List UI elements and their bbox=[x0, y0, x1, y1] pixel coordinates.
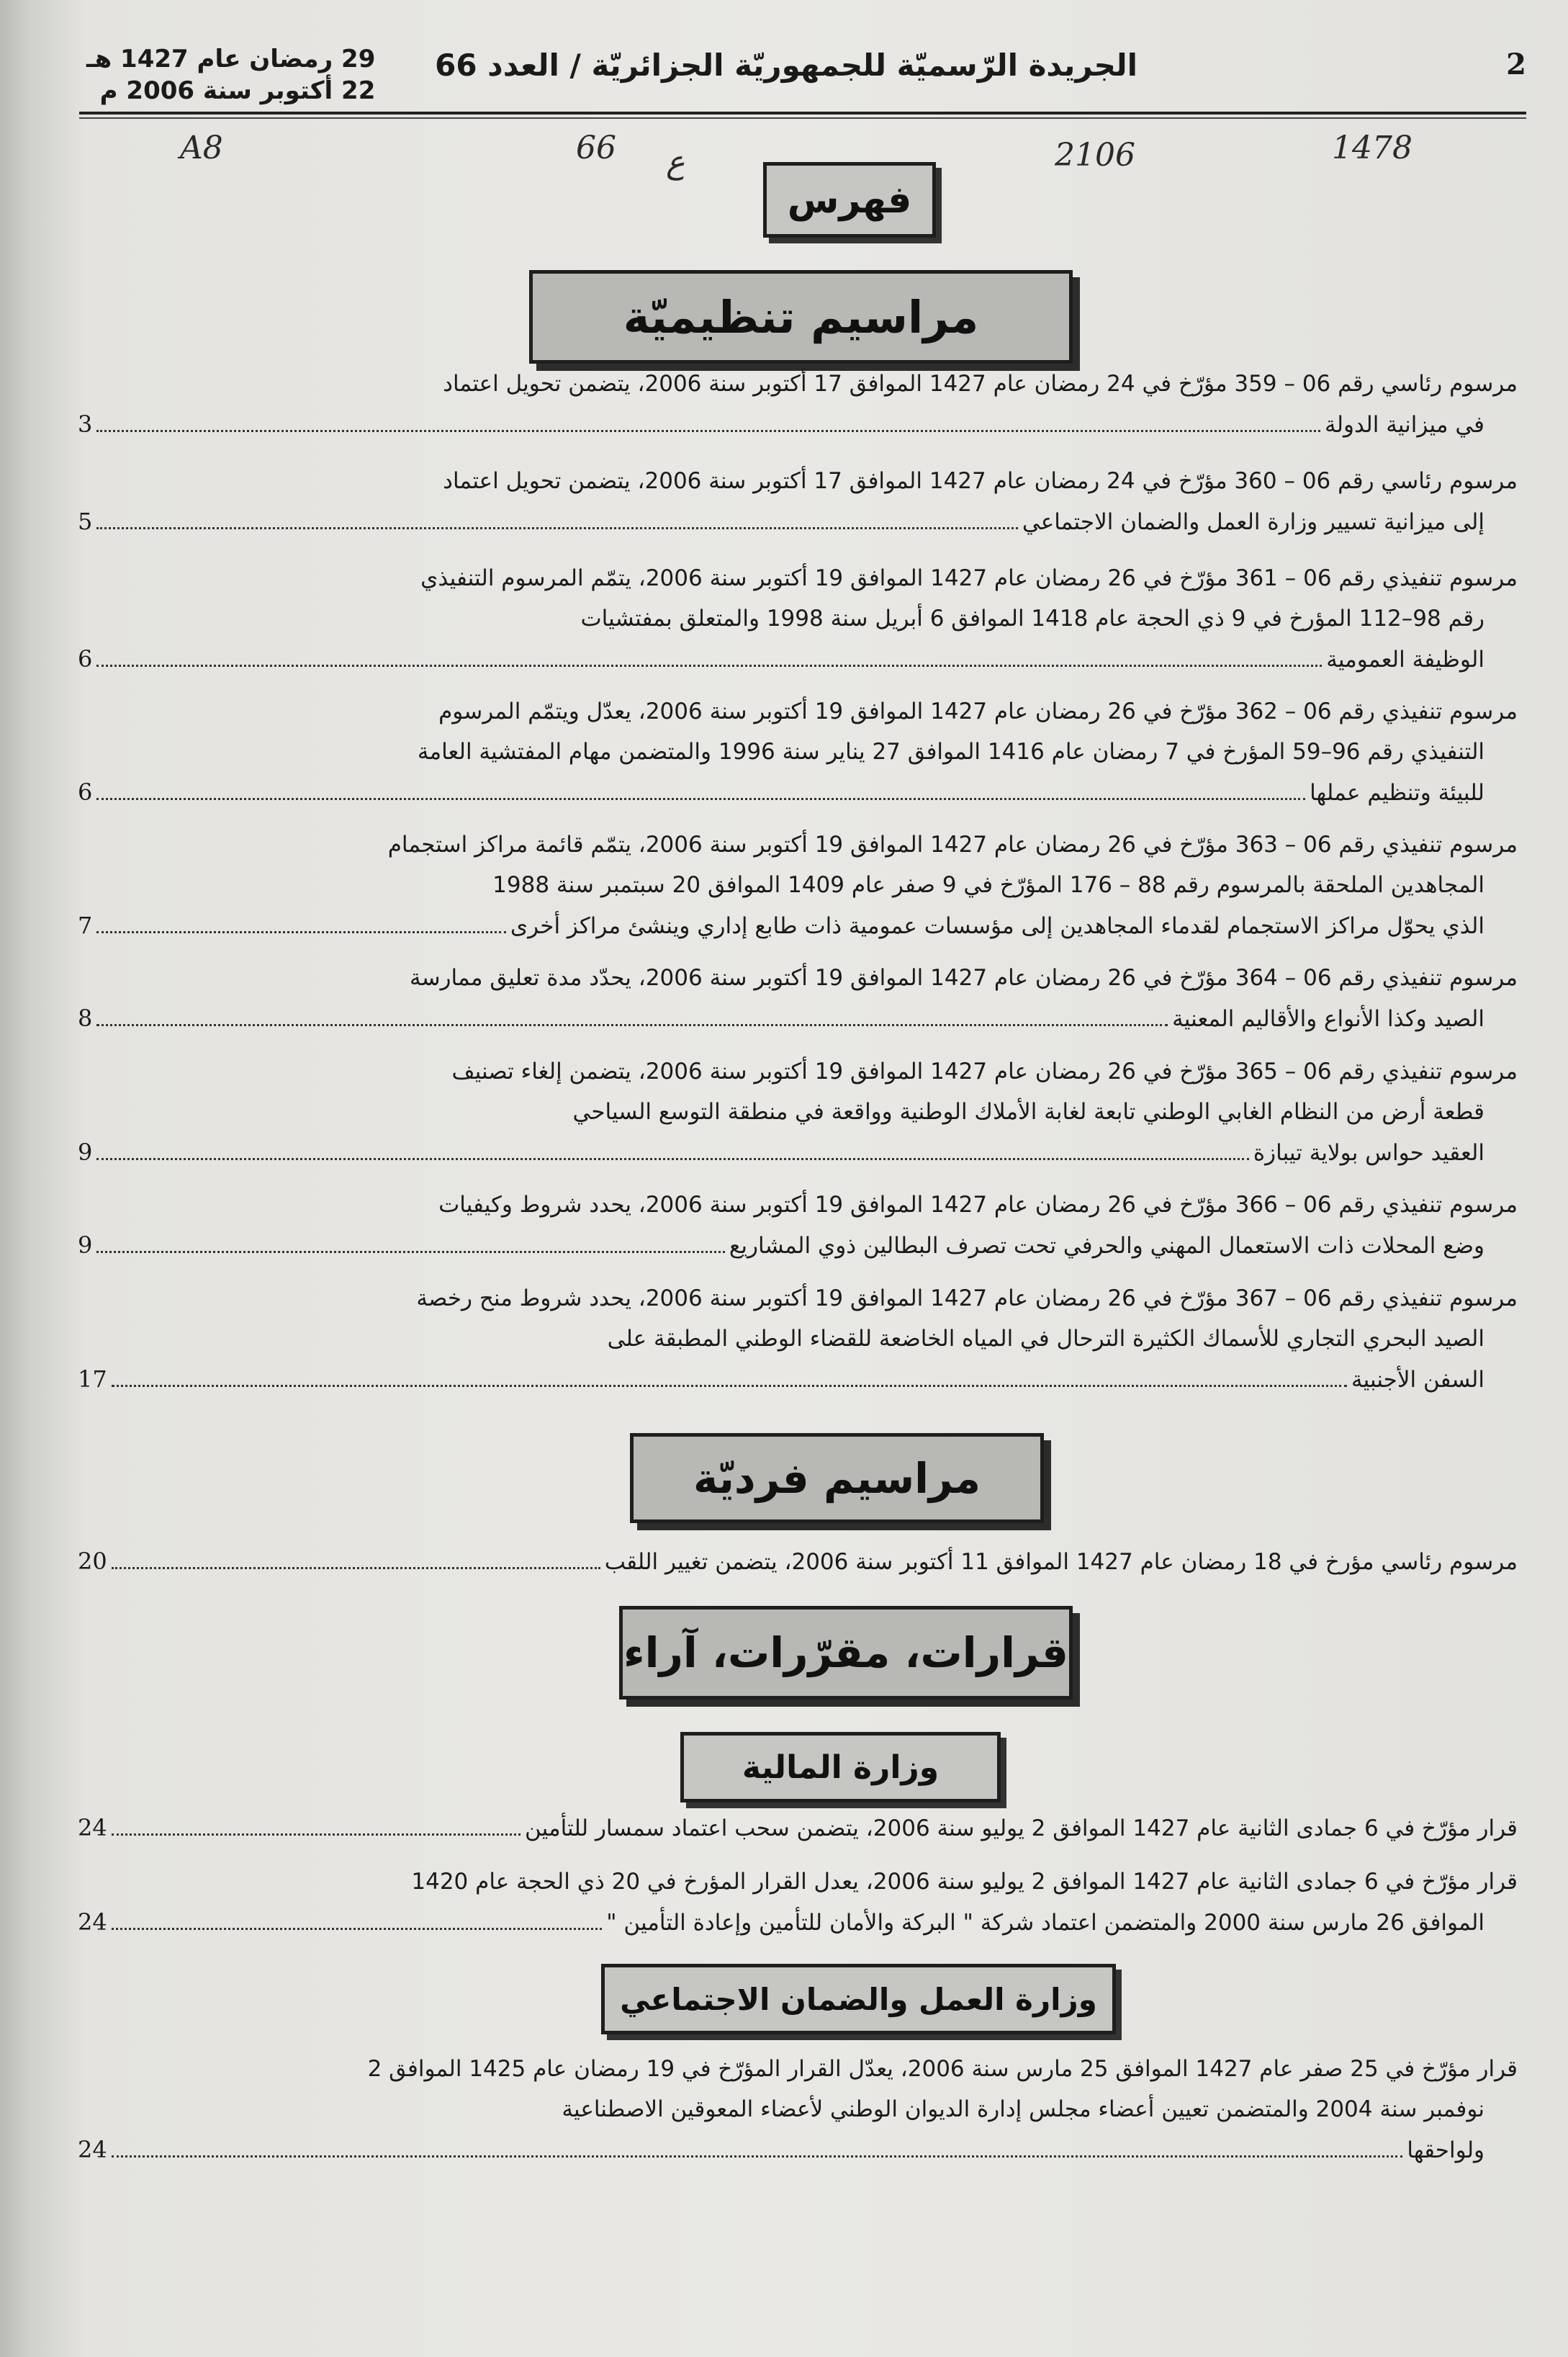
section-title-regulatory-decrees: مراسيم تنظيميّة bbox=[529, 270, 1073, 364]
toc-entry bbox=[78, 1541, 1518, 1582]
dot-leader bbox=[112, 1928, 603, 1930]
toc-entry-line: نوفمبر سنة 2004 والمتضمن تعيين أعضاء مجلس إدارة الديوان الوطني لأعضاء المعوقين الاصطناعية bbox=[562, 2096, 1484, 2122]
dot-leader bbox=[96, 1251, 725, 1253]
date-hijri: 29 رمضان عام 1427 هـ bbox=[86, 45, 376, 73]
toc-page-number: 3 bbox=[78, 410, 93, 438]
dot-leader bbox=[112, 2155, 1403, 2158]
toc-page-number: 20 bbox=[78, 1548, 107, 1575]
toc-entry bbox=[78, 1808, 1518, 1849]
toc-entry-line: مرسوم تنفيذي رقم 06 – 363 مؤرّخ في 26 رمضان عام 1427 الموافق 19 أكتوبر سنة 2006، يتمّم قائمة مراكز استجمام bbox=[387, 832, 1518, 858]
section-title-index: فهرس bbox=[763, 162, 936, 238]
dot-leader bbox=[96, 665, 1322, 667]
handwritten-note: 2106 bbox=[1055, 137, 1135, 174]
toc-entry-line: الصيد وكذا الأنواع والأقاليم المعنية bbox=[1172, 1006, 1484, 1032]
toc-entry-line: مرسوم رئاسي مؤرخ في 18 رمضان عام 1427 الموافق 11 أكتوبر سنة 2006، يتضمن تغيير اللقب bbox=[604, 1549, 1518, 1575]
toc-entry-line: السفن الأجنبية bbox=[1351, 1367, 1484, 1393]
journal-title: الجريدة الرّسميّة للجمهوريّة الجزائريّة / العدد 66 bbox=[435, 48, 1137, 83]
toc-entry-line: العقيد حواس بولاية تيبازة bbox=[1253, 1140, 1484, 1166]
toc-page-number: 24 bbox=[78, 2136, 107, 2163]
section-title-decisions: قرارات، مقرّرات، آراء bbox=[619, 1606, 1073, 1700]
toc-entry-line: قرار مؤرّخ في 6 جمادى الثانية عام 1427 الموافق 2 يوليو سنة 2006، يعدل القرار المؤرخ في 20 ذي الحجة عام 1420 bbox=[411, 1869, 1518, 1895]
toc-entry-line: إلى ميزانية تسيير وزارة العمل والضمان الاجتماعي bbox=[1022, 509, 1484, 535]
toc-page-number: 8 bbox=[78, 1005, 93, 1032]
toc-entry-line: مرسوم تنفيذي رقم 06 – 366 مؤرّخ في 26 رمضان عام 1427 الموافق 19 أكتوبر سنة 2006، يحدد شروط وكيفيات bbox=[438, 1192, 1518, 1218]
toc-entry bbox=[78, 1278, 1518, 1400]
toc-entry-line: مرسوم رئاسي رقم 06 – 360 مؤرّخ في 24 رمضان عام 1427 الموافق 17 أكتوبر سنة 2006، يتضمن تحويل اعتماد bbox=[443, 468, 1518, 494]
dot-leader bbox=[112, 1385, 1347, 1387]
dot-leader bbox=[112, 1833, 521, 1836]
header-rule-thin bbox=[79, 117, 1526, 119]
toc-page-number: 9 bbox=[78, 1231, 93, 1259]
toc-entry bbox=[78, 2049, 1518, 2170]
toc-entry-line: الوظيفة العمومية bbox=[1326, 647, 1484, 673]
dot-leader bbox=[96, 1024, 1168, 1026]
toc-page-number: 9 bbox=[78, 1139, 93, 1166]
toc-entry bbox=[78, 364, 1518, 445]
dot-leader bbox=[96, 798, 1305, 800]
toc-entry bbox=[78, 1185, 1518, 1266]
toc-entry-line: للبيئة وتنظيم عملها bbox=[1310, 780, 1484, 806]
section-title-ministry-labor: وزارة العمل والضمان الاجتماعي bbox=[601, 1964, 1116, 2034]
dot-leader bbox=[96, 1158, 1249, 1160]
date-gregorian: 22 أكتوبر سنة 2006 م bbox=[99, 76, 376, 105]
section-title-individual-decrees: مراسيم فرديّة bbox=[630, 1433, 1044, 1523]
dot-leader bbox=[96, 430, 1320, 432]
toc-entry-line: قطعة أرض من النظام الغابي الوطني تابعة لغابة الأملاك الوطنية وواقعة في منطقة التوسع السياحي bbox=[572, 1099, 1484, 1125]
toc-page-number: 24 bbox=[78, 1908, 107, 1936]
handwritten-note: A8 bbox=[180, 130, 223, 166]
toc-entry bbox=[78, 1051, 1518, 1173]
toc-entry-line: الموافق 26 مارس سنة 2000 والمتضمن اعتماد شركة " البركة والأمان للتأمين وإعادة التأمين " bbox=[606, 1910, 1484, 1936]
dot-leader bbox=[96, 527, 1018, 529]
section-title-ministry-finance: وزارة المالية bbox=[680, 1732, 1001, 1802]
toc-entry-line: الصيد البحري التجاري للأسماك الكثيرة الترحال في المياه الخاضعة للقضاء الوطني المطبقة على bbox=[607, 1326, 1484, 1352]
toc-entry bbox=[78, 958, 1518, 1039]
toc-entry-line: مرسوم رئاسي رقم 06 – 359 مؤرّخ في 24 رمضان عام 1427 الموافق 17 أكتوبر سنة 2006، يتضمن تحويل اعتماد bbox=[443, 371, 1518, 397]
toc-entry-line: ولواحقها bbox=[1407, 2137, 1484, 2163]
toc-page-number: 24 bbox=[78, 1814, 107, 1841]
dot-leader bbox=[112, 1567, 600, 1569]
toc-entry-line: قرار مؤرّخ في 6 جمادى الثانية عام 1427 الموافق 2 يوليو سنة 2006، يتضمن سحب اعتماد سمسار للتأمين bbox=[525, 1815, 1518, 1841]
toc-entry-line: مرسوم تنفيذي رقم 06 – 361 مؤرّخ في 26 رمضان عام 1427 الموافق 19 أكتوبر سنة 2006، يتمّم المرسوم التنفيذي bbox=[420, 565, 1518, 591]
toc-entry bbox=[78, 461, 1518, 542]
toc-page-number: 7 bbox=[78, 912, 93, 939]
toc-entry-line: وضع المحلات ذات الاستعمال المهني والحرفي تحت تصرف البطالين ذوي المشاريع bbox=[729, 1233, 1484, 1259]
toc-entry bbox=[78, 825, 1518, 946]
toc-entry-line: في ميزانية الدولة bbox=[1324, 412, 1484, 438]
page-header bbox=[79, 43, 1526, 112]
toc-page-number: 6 bbox=[78, 645, 93, 673]
toc-entry bbox=[78, 558, 1518, 680]
toc-entry-line: المجاهدين الملحقة بالمرسوم رقم 88 – 176 المؤرّخ في 9 صفر عام 1409 الموافق 20 سبتمبر سنة 1988 bbox=[492, 872, 1484, 898]
dot-leader bbox=[96, 931, 506, 933]
toc-entry-line: التنفيذي رقم 96–59 المؤرخ في 7 رمضان عام 1416 الموافق 27 يناير سنة 1996 والمتضمن مهام المفتشية العامة bbox=[417, 739, 1484, 765]
toc-entry-line: مرسوم تنفيذي رقم 06 – 367 مؤرّخ في 26 رمضان عام 1427 الموافق 19 أكتوبر سنة 2006، يحدد شروط منح رخصة bbox=[416, 1285, 1518, 1311]
toc-entry-line: قرار مؤرّخ في 25 صفر عام 1427 الموافق 25 مارس سنة 2006، يعدّل القرار المؤرّخ في 19 رمضان عام 1425 الموافق 2 bbox=[367, 2056, 1518, 2082]
header-rule bbox=[79, 112, 1526, 115]
handwritten-note: 66 bbox=[576, 130, 616, 166]
page-number: 2 bbox=[1506, 48, 1526, 81]
toc-entry-line: مرسوم تنفيذي رقم 06 – 365 مؤرّخ في 26 رمضان عام 1427 الموافق 19 أكتوبر سنة 2006، يتضمن إلغاء تصنيف bbox=[451, 1059, 1518, 1085]
toc-entry bbox=[78, 1862, 1518, 1943]
toc-entry bbox=[78, 691, 1518, 813]
handwritten-note: 1478 bbox=[1332, 130, 1412, 166]
toc-page-number: 17 bbox=[78, 1365, 107, 1393]
toc-entry-line: مرسوم تنفيذي رقم 06 – 364 مؤرّخ في 26 رمضان عام 1427 الموافق 19 أكتوبر سنة 2006، يحدّد مدة تعليق ممارسة bbox=[409, 965, 1518, 991]
toc-entry-line: مرسوم تنفيذي رقم 06 – 362 مؤرّخ في 26 رمضان عام 1427 الموافق 19 أكتوبر سنة 2006، يعدّل ويتمّم المرسوم bbox=[438, 699, 1518, 724]
toc-entry-line: الذي يحوّل مراكز الاستجمام لقدماء المجاهدين إلى مؤسسات عمومية ذات طابع إداري وينشئ مراكز أخرى bbox=[510, 913, 1484, 939]
toc-entry-line: رقم 98–112 المؤرخ في 9 ذي الحجة عام 1418 الموافق 6 أبريل سنة 1998 والمتعلق بمفتشيات bbox=[580, 606, 1484, 632]
toc-page-number: 6 bbox=[78, 778, 93, 806]
toc-page-number: 5 bbox=[78, 508, 93, 535]
issue-dates bbox=[86, 43, 375, 107]
handwritten-note: ع bbox=[666, 144, 685, 181]
